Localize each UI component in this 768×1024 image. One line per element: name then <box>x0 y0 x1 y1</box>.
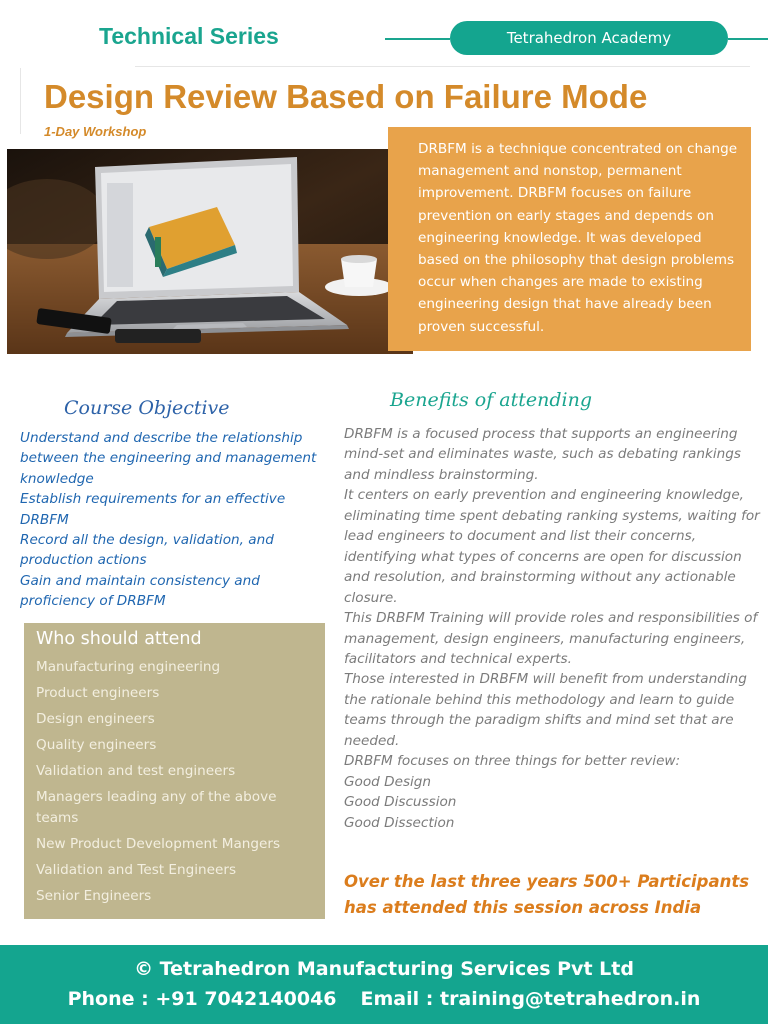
header-rule-right <box>728 38 768 40</box>
footer-email: Email : training@tetrahedron.in <box>360 988 701 1010</box>
list-item: Validation and Test Engineers <box>36 862 237 878</box>
list-item: Validation and test engineers <box>36 763 236 779</box>
list-item: Understand and describe the relationship between the engineering and management knowledge <box>20 430 317 487</box>
list-item: It centers on early prevention and engineering knowledge, eliminating time spent debating ranking systems, waiting for lead engineers to document and list their concerns, identifying what types of concerns are open for discussion and resolution, and brainstorming without any actionable closure. <box>344 487 760 606</box>
who-should-attend-box <box>24 623 325 919</box>
list-item: Good Design <box>344 773 432 790</box>
list-item: This DRBFM Training will provide roles and responsibilities of management, design engineers, manufacturing engineers, facilitators and technical experts. <box>344 610 758 667</box>
list-item: Product engineers <box>36 685 160 701</box>
list-item: Establish requirements for an effective DRBFM <box>20 491 286 528</box>
list-item: Senior Engineers <box>36 888 152 904</box>
academy-badge: Tetrahedron Academy <box>450 21 728 55</box>
list-item: Design engineers <box>36 711 155 727</box>
course-objective-list <box>20 428 330 612</box>
list-item: Those interested in DRBFM will benefit from understanding the rationale behind this methodology and learn to guide teams through the paradigm shifts and mind set that are needed. <box>344 671 747 749</box>
footer <box>0 945 768 1024</box>
page-subtitle: 1-Day Workshop <box>44 124 147 139</box>
footer-phone: Phone : +91 7042140046 <box>67 988 337 1010</box>
list-item: DRBFM focuses on three things for better review: <box>344 753 681 770</box>
list-item: New Product Development Mangers <box>36 836 281 852</box>
participants-highlight: Over the last three years 500+ Participants has attended this session across India <box>344 872 750 917</box>
header-rule-left <box>385 38 450 40</box>
list-item: Gain and maintain consistency and proficiency of DRBFM <box>20 572 260 610</box>
list-item: Good Dissection <box>344 814 455 831</box>
course-objective-heading: Course Objective <box>64 397 230 419</box>
list-item: DRBFM is a focused process that supports an engineering mind-set and eliminates waste, such as debating rankings and mindless brainstorming. <box>344 426 741 483</box>
intro-box <box>388 127 751 351</box>
list-item: Good Discussion <box>344 794 457 811</box>
divider <box>20 68 21 134</box>
divider <box>135 66 750 67</box>
footer-company: © Tetrahedron Manufacturing Services Pvt Ltd <box>134 958 634 980</box>
who-should-attend-list <box>36 657 313 907</box>
footer-contact <box>0 988 768 1010</box>
benefits-heading: Benefits of attending <box>390 389 593 411</box>
list-item: Quality engineers <box>36 737 157 753</box>
benefits-list <box>344 424 764 833</box>
intro-text: DRBFM is a technique concentrated on change management and nonstop, permanent improvement. DRBFM focuses on failure prevention on early stages and depends on engineering knowledge. It was developed based on the philosophy that design problems occur when changes are made to existing engineering design that have already been proven successful. <box>418 141 738 335</box>
laptop-photo <box>7 149 413 354</box>
list-item: Manufacturing engineering <box>36 659 221 675</box>
list-item: Managers leading any of the above teams <box>36 789 277 826</box>
page-title: Design Review Based on Failure Mode <box>44 78 648 115</box>
list-item: Record all the design, validation, and production actions <box>20 532 274 569</box>
series-label: Technical Series <box>99 23 279 49</box>
who-should-attend-heading: Who should attend <box>36 629 202 649</box>
